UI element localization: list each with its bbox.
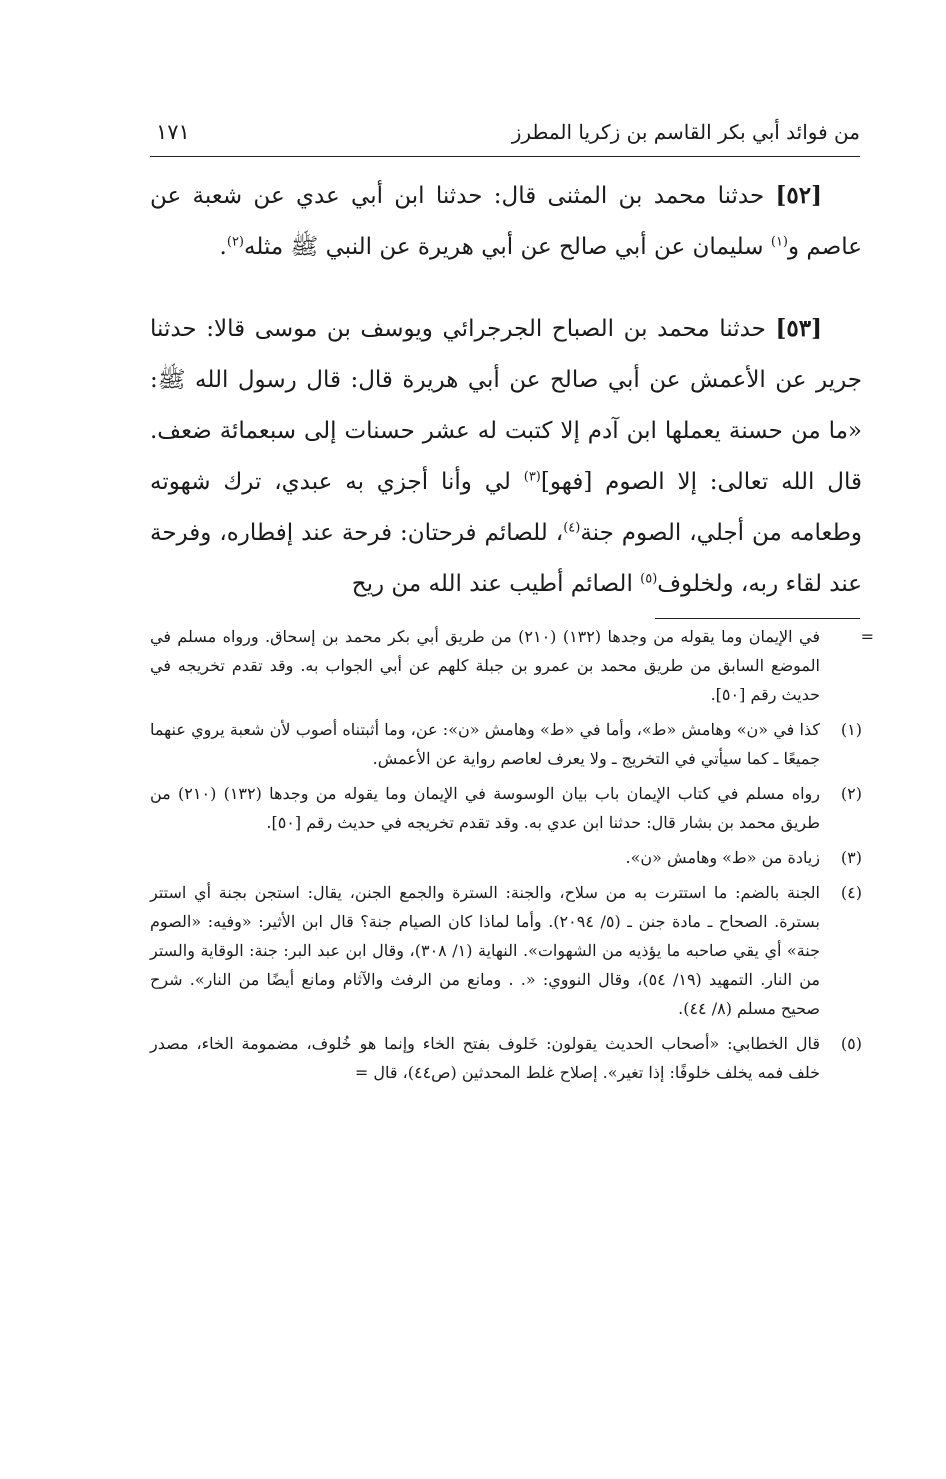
footnote-ref[interactable]: (٥) [640, 571, 658, 587]
footnote-mark: (٢) [840, 784, 862, 803]
footnote-5 [150, 1029, 862, 1087]
footnote-ref[interactable]: (١) [770, 234, 788, 250]
footnote-text: في الإيمان وما يقوله من وجدها (١٣٢) (٢١٠) من طريق أبي بكر محمد بن إسحاق. ورواه مسلم في الموضع السابق من طريق محمد بن عمرو بن جبلة كلهم عن أبي الجواب به. وقد تقدم تخريجه في حديث رقم [٥٠]. [150, 627, 821, 704]
page-number: ١٧١ [156, 120, 190, 144]
footnote-mark: (٣) [840, 848, 862, 867]
hadith-number: [٥٢] [775, 182, 823, 209]
hadith-paragraph-52 [150, 170, 862, 273]
book-title: من فوائد أبي بكر القاسم بن زكريا المطرز [511, 120, 860, 144]
footnote-text: الجنة بالضم: ما استترت به من سلاح، والجنة: السترة والجمع الجنن، يقال: استجن بجنة أي استتر بسترة. الصحاح ـ مادة جنن ـ (٥/ ٢٠٩٤). وأما لماذا كان الصيام جنة؟ قال ابن الأثير: «وفيه: «الصوم جنة» أي يقي صاحبه ما يؤذيه من الشهوات». النهاية (١/ ٣٠٨)، وقال ابن عبد البر: جنة: الوقاية والستر من النار. التمهيد (١٩/ ٥٤)، وقال النووي: «. . ومانع من الرفث والآثام ومانع أيضًا من النار». شرح صحيح مسلم (٨/ ٤٤). [150, 883, 821, 1018]
footnote-text: رواه مسلم في كتاب الإيمان باب بيان الوسوسة في الإيمان وما يقوله من وجدها (١٣٢) (٢١٠) من طريق محمد بن بشار قال: حدثنا ابن عدي به. وقد تقدم تخريجه في حديث رقم [٥٠]. [150, 784, 821, 832]
footnote-text: كذا في «ن» وهامش «ط»، وأما في «ط» وهامش «ن»: عن، وما أثبتناه أصوب لأن شعبة يروي عنهما جميعًا ـ كما سيأتي في التخريج ـ ولا يعرف لعاصم رواية عن الأعمش. [150, 720, 821, 768]
hadith-number: [٥٣] [775, 315, 822, 342]
footnote-3 [150, 843, 862, 872]
footnote-ref[interactable]: (٢) [226, 234, 244, 250]
hadith-text: . [219, 234, 227, 260]
continuation-mark: = [860, 627, 874, 646]
footnote-ref[interactable]: (٤) [563, 520, 581, 536]
footnote-ref[interactable]: (٣) [523, 469, 541, 485]
footnote-mark: (١) [840, 720, 862, 739]
footnote-divider [655, 618, 860, 619]
footnote-2 [150, 779, 862, 837]
hadith-text: ، للصائم فرحتان: فرحة عند إفطاره، وفرحة عند لقاء ربه، ولخلوف [150, 520, 862, 597]
hadith-text: لي وأنا أجزي به عبدي، ترك شهوته وطعامه من أجلي، الصوم جنة [150, 469, 863, 546]
footnotes [150, 622, 874, 1093]
main-text [150, 170, 862, 610]
hadith-text: حدثنا محمد بن الصباح الجرجرائي ويوسف بن موسى قالا: حدثنا جرير عن الأعمش عن أبي صالح عن أبي هريرة قال: قال رسول الله ﷺ: «ما من حسنة يعملها ابن آدم إلا كتبت له عشر حسنات إلى سبعمائة ضعف. قال الله تعالى: إلا الصوم [فهو] [150, 316, 862, 495]
footnote-text: زيادة من «ط» وهامش «ن». [625, 848, 820, 867]
header-divider [150, 156, 860, 157]
hadith-text: سليمان عن أبي صالح عن أبي هريرة عن النبي ﷺ مثله [244, 234, 771, 260]
footnote-mark: (٤) [840, 883, 862, 902]
footnote-1 [150, 715, 862, 773]
hadith-text: حدثنا محمد بن المثنى قال: حدثنا ابن أبي عدي عن شعبة عن عاصم و [150, 183, 862, 260]
footnote-text: قال الخطابي: «أصحاب الحديث يقولون: خَلوف بفتح الخاء وإنما هو خُلوف، مضمومة الخاء، مصدر خلف فمه يخلف خلوفًا: إذا تغير». إصلاح غلط المحدثين (ص٤٤)، قال = [150, 1034, 820, 1082]
hadith-text: الصائم أطيب عند الله من ريح [351, 571, 641, 597]
footnote-continuation [150, 622, 874, 709]
footnote-mark: (٥) [840, 1034, 862, 1053]
hadith-paragraph-53 [150, 303, 862, 610]
running-header [150, 116, 860, 154]
footnote-4 [150, 878, 862, 1023]
